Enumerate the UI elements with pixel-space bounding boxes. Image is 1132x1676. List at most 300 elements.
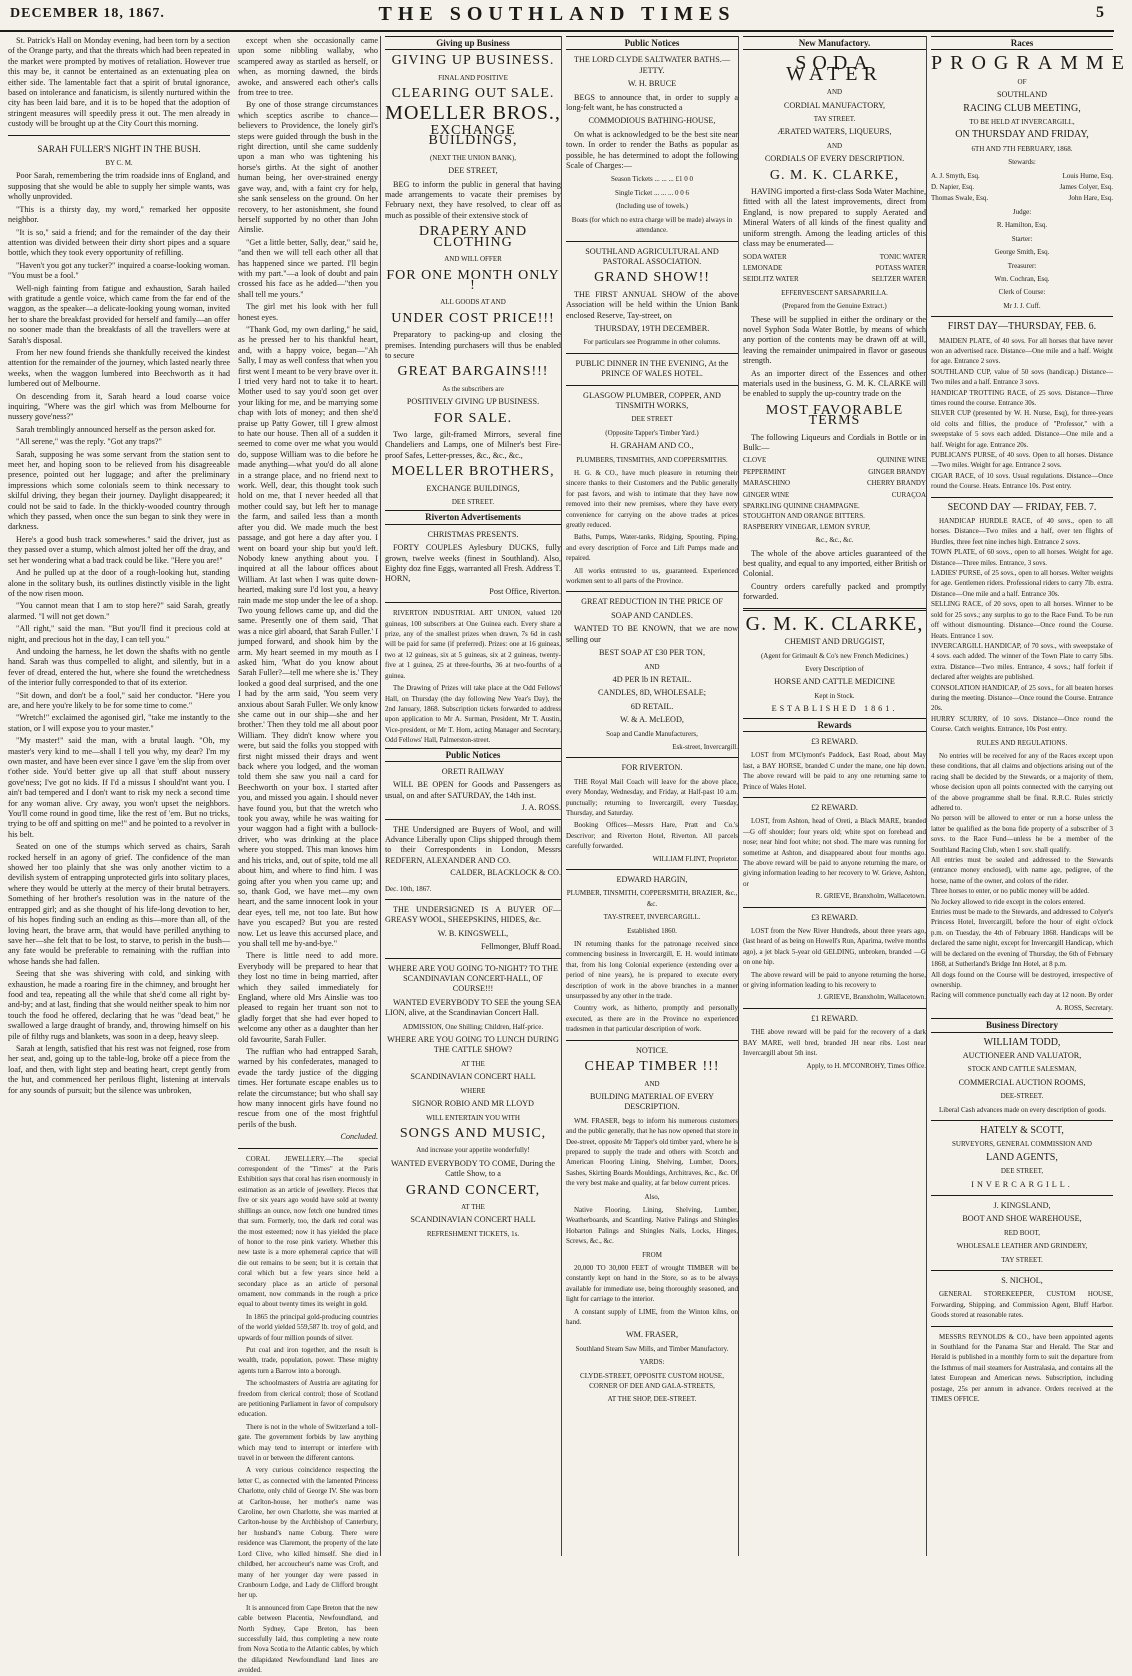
product-row [743,467,926,477]
ad-headline: BUILDING MATERIAL OF EVERY DESCRIPTION. [589,1091,715,1112]
news-item: In 1865 the principal gold-producing countries of the world yielded 559,587 lb. troy of gold, and upwards of four million pounds of silver. [238,1312,378,1342]
ad-headline: WANTED EVERYBODY TO COME, During the Cattle Show, to a [390,1158,556,1179]
ad-headline: FOR SALE. [433,410,513,426]
ad-firm-name: EDWARD HARGIN, [616,875,688,884]
reward-body: THE above reward will be paid for the recovery of a dark BAY MARE, well bred, branded JH near ribs. Lost near Invercargill about 5th inst. [743,1028,926,1058]
officials-label: Judge: [1012,207,1032,216]
ad-line: CHEMIST AND DRUGGIST, [784,637,885,647]
rules-body: No entries will be received for any of the Races except upon these conditions, that all claims and objections arising out of the racing shall be decided by the Stewards, or a majority of them, whose decision upon all points connected with the carrying out of the above programme shall be final. R.R.C. Rules strictly adhered to. No person will be allowed to enter or run a horse unless the latter be qualified as the bona fide property of a subscriber of 3 sovs. to the Race Fund—unless he be a member of the Southland Racing Club, when 1 sov. shall qualify. All entries must be sealed and addressed to the Stewards (entrance money enclosed), with name age, pedigree, of the horse, name of the owner, and colors of the rider. Three horses to enter, or no public money will be added. No Jockey allowed to ride except in the colors entered. Entries must be made to the Stewards, and addressed to Colyer's Princess Hotel, Invercargill, before the hour of eight o'clock p.m. on Tuesday, the 4th of February 1868. Handicaps will be declared the same night, except for Invercargill Handicap, which will be declared on the evening of Thursday, the 6th of February 1868, at Sutherland's Bridge Inn Hotel, at 8 p.m. All dogs found on the Course will be destroyed, irrespective of ownership. Racing will commence punctually each day at 12 noon. By order [931,751,1113,1000]
product-item: CHERRY BRANDY [866,479,926,488]
reward-title: £2 REWARD. [811,802,858,812]
directory-line: AUCTIONEER AND VALUATOR, [962,1050,1082,1060]
product-item: QUININE WINE [876,456,926,465]
programme-line: TO BE HELD AT INVERCARGILL, [969,118,1075,127]
news-item: It is announced from Cape Breton that the new cable between Placentia, Newfoundland, and North Sydney, Cape Breton, has been successfully laid, thus completing a new route from Nova Scotia to the Atlantic cables, by which the dilapidated Newfoundland land lines are avoided. [238,1603,378,1675]
ad-headline: FOR ONE MONTH ONLY ! [386,267,560,293]
ad-line: PLUMBERS, TINSMITHS, AND COPPERSMITHS. [576,455,728,464]
ad-headline: GREAT BARGAINS!!! [397,364,549,380]
ad-headline: MOST FAVORABLE TERMS [765,402,904,429]
concluded-label: Concluded. [340,1132,378,1142]
ad-line: (Opposite Tapper's Timber Yard.) [605,428,699,437]
directory-line: DEE STREET, [1000,1167,1044,1176]
ad-firm-name: MOELLER BROTHERS, [391,464,555,480]
ad-signature: WILLIAM FLINT, Proprietor. [652,854,738,863]
ad-body: FORTY COUPLES Aylesbury DUCKS, fully grown, twelve weeks (finest in Southland). Also, Eighty doz fine Eggs, warranted all Fresh. Address T. HORN, [385,543,561,584]
ad-headline: CORDIAL MANUFACTORY, [783,100,886,110]
issue-date: DECEMBER 18, 1867. [10,6,165,21]
ad-line: DEE STREET [631,415,673,424]
ad-body: The following Liqueurs and Cordials in Bottle or in Bulk:— [743,432,926,452]
steward-name: A. J. Smyth, Esq. [931,171,980,180]
ad-headline: FOR RIVERTON. [621,763,683,773]
ad-line: Also, [644,1192,660,1201]
product-item: PEPPERMINT [743,467,786,476]
section-header: Business Directory [931,1018,1113,1032]
ad-body: THE FIRST ANNUAL SHOW of the above Association will be held within the Union Bank enclosed Reserve, Tay-street, on [566,289,738,320]
story-paragraph: The ruffian who had entrapped Sarah, warned by his confederates, managed to evade the tardy justice of the digging times. Her fortunate escape enables us to relate the circumstance; but who shall say how many innocent girls have found no rescue from one of the most frightful perils of the bush. [238,1047,378,1129]
programme-line: SOUTHLAND [996,90,1048,100]
divider [385,958,561,959]
ad-line: CANDLES, 8D, WHOLESALE; [597,688,707,698]
ad-signature: CALDER, BLACKLOCK & CO. [450,868,561,878]
news-item: CORAL JEWELLERY.—The special correspondent of the "Times" at the Paris Exhibition says that coral has risen enormously in estimation as an article of jewellery. Pieces that five or six years ago would have sold at twenty shillings an ounce, now fetch one hundred times that sum. Formerly, too, the dark red coral was the most esteemed; now it has yielded the place of honor to the rose pink variety. Whether this new taste is a more ephemeral caprice that will die out remains to be seen; but it is certain that coral which but a few years since held a secondary place as an article of personal ornament, now commands in the rough a price equal to about twenty times its weight in gold. [238,1154,378,1309]
ad-headline: ÆRATED WATERS, LIQUEURS, [777,127,892,137]
ad-body: The Drawing of Prizes will take place at the Odd Fellows' Hall, on Thursday (the day following New Year's Day), the 2nd January, 1868. Subscription tickets forwarded to address upon application to Mr A. Surman, President, Mr T. Austin, Vice-president, or Mr T. Horn, acting Manager and Secretary, Odd Fellows' Hall, Palmerston-street. [385,684,561,745]
race-list: MAIDEN PLATE, of 40 sovs. For all horses that have never won an advertised race. Distance—One mile and a half. Weight for age. Entrance 2 sovs. SOUTHLAND CUP, value of 50 sovs (handicap.) Distance—Two miles and a half. Entrance 3 sovs. HANDICAP TROTTING RACE, of 25 sovs. Distance—Three times round the course. Entrance 30s. SILVER CUP (presented by W. H. Nurse, Esq), for three-years old colts and fillies, the produce of "Professor," with a sweepstake of 5 sovs each added. Distance—One mile and a half. Weight for age. Entrance 20s. PUBLICAN'S PURSE, of 40 sovs. Open to all horses. Distance—Two miles. Weight for age. Entrance 2 sovs. CIGAR RACE, of 10 sovs. Usual regulations. Distance—Once round the Course. Heats. Entrance 10s. Post entry. [931,336,1113,491]
ad-line: AND [826,141,843,150]
directory-line: TAY STREET. [1001,1255,1043,1264]
directory-name: HATELY & SCOTT, [980,1124,1064,1136]
story-paragraph: Here's a good bush track somewheres." said the driver, just as they passed over a stump, which almost jolted her off the dray, and set her wondering what a bad track could be like. "Here you are!" [8,534,230,565]
ad-body: HAVING imported a first-class Soda Water Machine, fitted with all the latest improvements, direct from England, is now prepared to supply Aerated and Mineral Waters of all kinds of the finest quality and uniform strength. Among the leading articles of this class may be enumerated— [743,187,926,249]
ad-line: For particulars see Programme in other columns. [583,338,721,347]
story-paragraph: By one of those strange circumstances which sceptics ascribe to chance—believers to Providence, the lonely girl's steps were guided through the bush in the right direction, until she came suddenly upon a man who was tightening his horse's girths. At the sight of another human being, her over-strained energy gave way, and, with a faint cry for help, she sank senseless on the ground. On her recovery, to her astonishment, she found herself supported by no other than John Ainslie. [238,100,378,235]
masthead [0,0,1114,32]
product-item: GINGER BRANDY [868,467,926,476]
story-paragraph: "My master!" said the man, with a brutal laugh. "Oh, my master's very kind to me—shall I tell you why, my dear? I'm my own master, and have been ever since I gave 'em the slip from over t'other side. You'd better give up all that stuff about nussery gove'ness; I've got no kids. If I'd a missus I should'nt want you. I ain't bad tempered and I don't want to risk my neck a second time for any woman alive. Cry away, you won't upset the neighbors. You'll come round in good time, like the rest of 'em. But no tricks, trying to be off and spitting on me!" and he pointed to a revolver in his belt. [8,736,230,839]
directory-line: WHOLESALE LEATHER AND GRINDERY, [956,1242,1088,1251]
article-paragraph: St. Patrick's Hall on Monday evening, had been torn by a section of the Orange party, and that the threats which had been repeated in the market were prompted by motives of retaliation. However true this may be, it cannot be entertained as an extenuating plea on either side. The lamentable fact that a spirit of brutal ignorance, based on intolerance and fanaticism, is silently nurtured within the city has been laid bare, and it is to be hoped that the adoption of stringent measures will speedily press it out. The men already in custody will be brought up at the City Court this morning. [8,36,230,129]
ad-body: These will be supplied in either the ordinary or the novel Syphon Soda Water Bottle, by means of which any portion of the contents may be drawn off at will, leaving the remainder unimpaired in flavor or gaseous strength. [743,314,926,366]
official-name: Mr J. J. Cuff. [1003,301,1041,310]
programme-dates: 6TH AND 7TH FEBRUARY, 1868. [971,144,1073,153]
ad-headline: SODA WATER [786,52,883,85]
product-item: CLOVE [743,456,767,465]
ad-body: WM. FRASER, begs to inform his numerous customers and the public generally, that he has now opened that store in Dee-street, opposite Mr Tapper's old timber yard, where he is prepared to supply the trade and others with Scotch and American Flooring Lining, Shelving, Lumber, Doors, Sashes, Skirting Boards Mouldings, Architraves, &c., &c. Of the very best make and quality, at far below current prices. [566,1116,738,1188]
ad-firm-name: G. M. K. CLARKE, [769,167,900,183]
divider [385,899,561,900]
official-name: George Smith, Esq. [994,248,1050,257]
news-item: Put coal and iron together, and the result is wealth, trade, population, power. These mighty agents turn a Barrow into a borough. [238,1345,378,1375]
ad-address: CLYDE-STREET, OPPOSITE CUSTOM HOUSE, CORNER OF DEE AND GALA-STREETS, [580,1371,724,1391]
story-paragraph: Sarah at length, satisfied that his rest was not feigned, rose from her seat, and, going up to the table-log, broke off a piece from the loaf, and then, with light step and beating heart, crept gently from the hut, and commenced her perilous flight, listening at intervals for any sounds of pursuit; but the silence was unbroken, [8,1043,230,1095]
ad-body: WANTED EVERYBODY TO SEE the young SEA LION, alive, at the Scandinavian Concert Hall. [385,997,561,1018]
ad-line: BEST SOAP AT £30 PER TON, [598,648,705,658]
divider [931,1120,1113,1121]
steward-name: John Hare, Esq. [1068,194,1113,203]
story-paragraph: And undoing the harness, he let down the shafts with no gentle hand. Sarah was thus compelled to alight, and silently, but in a fever of dread, entered the hut, where she found the wretchedness of the interior fully corresponded to that of its exterior. [8,646,230,688]
ad-signature: Post Office, Riverton. [489,586,561,596]
story-paragraph: "This is a thirsty day, my word," remarked her opposite neighbor. [8,204,230,225]
story-paragraph: "Wretch!" exclaimed the agonised girl, "take me instantly to the station, or I will expose you to your master." [8,713,230,733]
ad-line: AND [826,88,843,97]
reward-title: £1 REWARD. [811,1013,858,1023]
ad-address: AT THE SHOP, DEE-STREET. [607,1395,697,1404]
reward-signature: J. GRIEVE, Branxholm, Wallacetown. [817,993,926,1002]
directory-line: LAND AGENTS, [986,1151,1058,1163]
divider [743,1008,926,1009]
ad-line: FROM [642,1250,662,1259]
column-2 [234,36,378,1675]
ad-line: REFRESHMENT TICKETS, 1s. [426,1229,520,1238]
directory-body: Liberal Cash advances made on every description of goods. [939,1105,1106,1114]
product-item: SODA WATER [743,252,787,261]
ad-line: PLUMBER, TINSMITH, COPPERSMITH, BRAZIER, &c., &c. [566,889,738,908]
directory-line: DEE-STREET. [1000,1092,1044,1101]
ad-line: WHERE [460,1086,486,1095]
ad-headline: SOAP AND CANDLES. [611,610,693,620]
ad-body: THE Undersigned are Buyers of Wool, and will Advance Liberally upon Clips shipped through them to their Correspondents in London, Messrs REDFERN, ALEXANDER AND CO. [385,824,561,865]
story-paragraph: Sarah tremblingly announced herself as the person asked for. [16,424,216,434]
reward-body: LOST, from Ashton, head of Oreti, a Black MARE, branded —G off shoulder; four years old; white spot on forehead and nose; near hind foot white; not shod. The mare was running for sometime at Ashton, and disappeared about four months ago. The above reward will be paid to anyone returning the mare, or giving information leading to her recovery to W. Grieve, Ashton, or [743,817,926,888]
divider [566,385,738,386]
price-line: Season Tickets ... ... ... £1 0 0 [610,175,694,184]
programme-line: OF [1017,77,1027,86]
ad-date: Dec. 10th, 1867. [385,884,432,893]
divider [385,819,561,820]
ad-line: ALL GOODS AT AND [440,298,506,307]
officials-label: Stewards: [1008,158,1036,167]
story-paragraph: "Thank God, my own darling," he said, as he pressed her to his thankful heart, and, with a happy voice, began—"Ah Sally, I may as well confess that when you first went I meant to be very brave over it. I tried very hard not to take it to heart. Mother used to say you'd soon get over your liking for me, and be marrying some chap with lots of money; and then she'd praise up Patty Gower, till I grew almost to hate our house. Then all of a sudden it seemed to come over me what you would do, suppose William was to die before he made anything—what you'd do all alone in a strange place, and no friend next to work. Well, dear, this thought took such hold on me, that I never heeded all that mother could say, but left her to manage the farm, and sailed less than a month after you did. We made much the best passage, and got here a day after you. I went on board your ship but you'd left. Nobody knew anything about you. I inquired at all the labour offices about William. At last when I was quite down-hearted, making sure I'd lost you, a heavy rain made me stop under the lee of a shop. Two young fellows came up, and did the same. Presently one of them said, 'That was a nice girl aboard, that Sarah Fuller.' I jumped forward, and shook him by the arm. My heart seemed in my mouth as I asked him, 'What do you know about Sarah Fuller?—tell me where she is.' They looked a good deal surprised, and the one I had by the arm said, 'You seem very anxious about Sarah Fuller. We only know she came out in our ship—she and her brother.' Then they told me all about poor William. They didn't know where you were, but said the folks you stopped with first night missed their drays and went back where you lodged, and the woman told them she saw you nail a card for Beechworth on your box. I started after you, and missed you again. I should never have found you, but that the wretch who took you away, while he was waiting for your waggon had a fight with a bullock-driver, who was drinking at the place where you stopped. This man knows him and his tricks, and, out of spite, told me all about him, and where to find him. I was going after you when you came up; and so, thank God, we have met—my own heart, and the same innocent look in your dear eyes, tell me, not too late. But how have you escaped? But you are rested now. Let us leave this accursed place, and you shall tell me by-and-bye." [238,324,378,948]
section-header: Rewards [743,718,926,732]
story-paragraph: except when she occasionally came upon some nibbling wallaby, who scampered away as startled as herself, or when, as morning dawned, the birds awoke, and answered each other's calls from tree to tree. [238,36,378,98]
ad-headline: WHERE ARE YOU GOING TO LUNCH DURING THE CATTLE SHOW? [387,1035,559,1055]
ad-firm-name: H. GRAHAM AND CO., [610,441,694,451]
product-item: CURAÇOA [891,490,926,499]
ad-line: (NEXT THE UNION BANK), [429,153,517,162]
divider [566,869,738,870]
ad-line: DRAPERY AND CLOTHING [418,224,528,250]
ad-body: RIVERTON INDUSTRIAL ART UNION, valued 120 guineas, 100 subscribers at One Guinea each. Every share a prize, any of the smallest prizes when drawn, 7s 6d in cash will be paid for same (if preferred). Prizes: one at 16 guineas, two at 12 guineas, six at 5 guineas, six at 2 guineas, twenty-five at 1 guinea, 25 at three-fourths, 36 at two-fourths of a guinea. [385,609,561,680]
ad-body: THE Royal Mail Coach will leave for the above place, every Monday, Wednesday, and Friday, at Half-past 10 a.m. punctually; returning to Invercargill, every Tuesday, Thursday, and Saturday. [566,777,738,817]
ad-line: SCANDINAVIAN CONCERT HALL [410,1072,536,1082]
ad-line: ADMISSION, One Shilling; Children, Half-price. [402,1022,544,1031]
ad-headline: CLEARING OUT SALE. [391,86,555,102]
day-heading: SECOND DAY — FRIDAY, FEB. 7. [947,501,1097,513]
divider [566,241,738,242]
ad-line: AND WILL OFFER [444,255,502,264]
ad-line: SCANDINAVIAN CONCERT HALL [410,1215,536,1225]
directory-name: S. NICHOL, [1001,1276,1043,1286]
product-item: SEIDLITZ WATER [743,275,799,284]
column-4 [561,36,738,1556]
divider [238,1148,378,1149]
product-row [743,263,926,273]
story-paragraph: Seated on one of the stumps which served as chairs, Sarah rocked herself in an agony of grief. The confidence of the man showed her too plainly that she was only another victim to a devilish system of entrapping unprotected girls into solitary places, where they would be utterly at the mercy of their brutal betrayers. Something of her brother's resolution was in the nature of the entrapped girl; and as she thought of his life-long devotion to her, of his hopes finding such an ending as this—more than all, of the loving heart, the brave arm, that would have perilled anything to save her—she felt that to be lost, to starve, to perish in the bush—any fate would be preferable to remaining with the ruffian into whose hands she had fallen. [8,842,230,966]
product-row [743,455,926,465]
product-item: RASPBERRY VINEGAR, LEMON SYRUP, [743,522,870,531]
ad-headline: GREAT REDUCTION IN THE PRICE OF [581,597,723,607]
divider [566,353,738,354]
ad-body: On what is acknowledged to be the best site near town. In order to render the Baths as popular as possible, he has determined to adopt the following Scale of Charges:— [566,129,738,171]
story-paragraph: The girl met his look with her full honest eyes. [238,302,378,322]
ad-line: SIGNOR ROBIO AND MR LLOYD [412,1099,534,1109]
ad-body: BEGS to announce that, in order to supply a long-felt want, he has constructed a [566,92,738,113]
divider [931,1270,1113,1271]
section-header: New Manufactory. [743,36,926,50]
ad-headline: WHERE ARE YOU GOING TO-NIGHT? TO THE SCANDINAVIAN CONCERT-HALL, OF COURSE!!! [388,963,558,994]
race-list: HANDICAP HURDLE RACE, of 40 sovs., open to all horses. Distance—Two miles and a half, over ten flights of Hurdles, three feet nine inches high. Entrance 2 sovs. TOWN PLATE, of 60 sovs., open to all horses. Weight for age. Distance—Three miles. Entrance, 3 sovs. LADIES' PURSE, of 25 sovs., open to all horses. Welter weights for age. Gentlemen riders. Professional riders to carry 7lb. extra. Distance—One mile and a half. Entrance 30s. SELLING RACE, of 20 sovs, open to all horses. Winner to be sold for 25 sovs.; any surplus to go to the Race Fund. To be run off without dismounting. Distance—Once round the Course. Heats. Entrance 1 sov. INVERCARGILL HANDICAP, of 70 sovs., with sweepstake of 4 sovs. each added. The winner of the Town Plate to carry 5lbs. extra. Distance—Two miles. Entrance, 4 sovs.; half forfeit if declared after weights are published. CONSOLATION HANDICAP, of 25 sovs., for all beaten horses during the meeting. Distance—Once round the Course. Entrance 20s. HURRY SCURRY, of 10 sovs. Distance—Once round the Course. Catch weights. Entrance, 10s Post entry. [931,517,1113,734]
ad-line: AT THE [461,1202,485,1211]
section-header: Giving up Business [385,36,561,50]
ad-line: EXCHANGE BUILDINGS, [428,123,518,149]
product-item: STOUGHTON AND ORANGE BITTERS. [743,512,865,521]
ad-line: AND [644,1079,660,1088]
ad-line: Soap and Candle Manufacturers, [606,729,698,738]
story-paragraph: "All serene," was the reply. "Got any traps?" [16,437,162,447]
divider [566,757,738,758]
section-header: Public Notices [385,748,561,762]
ad-firm-name: W. & A. McLEOD, [620,715,684,725]
rules-heading: RULES AND REGULATIONS. [976,738,1068,747]
divider [743,797,926,798]
directory-line: BOOT AND SHOE WAREHOUSE, [962,1214,1082,1224]
ad-address: Esk-street, Invercargill. [672,742,738,751]
divider [931,1326,1113,1327]
steward-row [931,182,1113,192]
reward-signature: Apply, to H. M'CONROHY, Times Office. [806,1061,926,1070]
story-paragraph: "All right," said the man. "But you'll find it precious cold at night, and precious hot in the day, I can tell you." [8,624,230,644]
story-paragraph: There is little need to add more. Everybody will be prepared to hear that they lost no time in being married, after which they sailed immediately for England, where old Mrs Ainslie was too pleased to regain her truant son not to gladly forget that she had ever hoped to welcome any other as a daughter than her old favourite, Sarah Fuller. [238,951,378,1044]
ad-line: AT THE [461,1059,485,1068]
product-row [743,478,926,488]
product-item: TONIC WATER [879,252,926,261]
ad-headline: GIVING UP BUSINESS. [391,53,555,69]
ad-line: DEE STREET. [451,498,495,506]
reward-body: The above reward will be paid to anyone returning the horse, or giving information leading to his recovery to [743,970,926,990]
divider [8,135,230,136]
news-item: The schoolmasters of Austria are agitating for freedom from clerical control; those of Scotland are petitioning Parliament in favor of compulsory education. [238,1379,378,1419]
story-paragraph: From her new found friends she thankfully received the kindest attention for the remainder of the journey, which lasted nearly three weeks, when the waggon lumbered into Beechworth as it had lumbered out of Melbourne. [8,347,230,389]
product-row [743,490,926,500]
ad-body: 20,000 TO 30,000 FEET of wrought TIMBER will be constantly kept on hand in the Store, so as to be always available for immediate use, being thoroughly seasoned, and light for carriage to the interior. [566,1264,738,1304]
ad-body: As an importer direct of the Essences and other materials used in the business, G. M. K. CLARKE will be enabled to supply the up-country trade on the [743,368,926,399]
ad-line: &c., &c., &c. [815,536,854,545]
ad-headline: HORSE AND CATTLE MEDICINE [774,677,895,687]
official-name: R. Hamilton, Esq. [996,221,1048,230]
ad-headline: NOTICE. [635,1045,669,1055]
byline: BY C. M. [105,159,133,168]
ad-headline: CHRISTMAS PRESENTS. [427,529,519,539]
story-title: SARAH FULLER'S NIGHT IN THE BUSH. [37,143,201,154]
column-1 [8,36,230,1556]
ad-headline: UNDER COST PRICE!!! [391,310,555,326]
story-paragraph: "Haven't you got any tucker?" inquired a coarse-looking woman. "You must be a fool." [8,260,230,281]
story-paragraph: "Get a little better, Sally, dear," said he, "and then we will tell each other all that has happened since we parted. I'll begin with my part."—a look of doubt and pain crossed his face as he added—"then you shall tell me yours." [238,237,378,299]
secretary-signature: A. ROSS, Secretary. [1055,1003,1113,1012]
section-header: Races [931,36,1113,50]
ad-headline: GRAND CONCERT, [405,1182,541,1198]
story-paragraph: "It is so," said a friend; and for the remainder of the day their attention was divided between their dirty short pipes and a square bottle, which they took every opportunity of refilling. [8,227,230,258]
divider [743,907,926,908]
product-item: SELTZER WATER [871,275,926,284]
steward-name: James Colyer, Esq. [1059,183,1113,192]
story-paragraph: And he pulled up at the door of a rough-looking hut, standing alone in the solitary bush, its outlines distinctly visible in the light of the now risen moon. [8,568,230,598]
directory-body: GENERAL STOREKEEPER, CUSTOM HOUSE, Forwarding, Shipping, and Commission Agent, Bluff Harbor. Goods stored at reasonable rates. [931,1290,1113,1320]
ad-body: The whole of the above articles guaranteed of the best quality, and equal to any imported, either British or Colonial. [743,548,926,579]
ad-headline: CHEAP TIMBER !!! [584,1059,720,1075]
ad-firm-name: G. M. K. CLARKE, [745,612,924,635]
ad-name: W. H. BRUCE [627,79,677,89]
directory-line: STOCK AND CATTLE SALESMAN, [967,1065,1077,1074]
price-line: Single Ticket ... ... ... 0 0 6 [615,188,689,197]
ad-body: THE UNDERSIGNED IS A BUYER OF— GREASY WOOL, SHEEPSKINS, HIDES, &c. [385,905,561,925]
section-header: Public Notices [566,36,738,50]
official-name: Wm. Cochran, Esq. [994,274,1050,283]
divider [931,316,1113,317]
product-row [743,274,926,284]
section-header: Riverton Advertisements [385,510,561,524]
ad-firm-name: MOELLER BROS., [385,101,561,124]
ad-headline: SONGS AND MUSIC, [399,1125,547,1141]
ad-body: Native Flooring, Lining, Shelving, Lumber, Weatherboards, and Scantling. Native Palings and Shingles Hobarton Palings and Shingles Nails, Locks, Hinges, Screws, &c., &c. [566,1205,738,1246]
ad-line: (Agent for Grimault & Co's new French Medicines.) [760,651,909,660]
ad-body: Country work, as hitherto, promptly and personally executed, as there are in the Province no experienced tradesmen in that particular description of work. [566,1004,738,1034]
ad-line: DEE STREET, [448,166,498,176]
ad-line: EXCHANGE BUILDINGS, [426,483,520,493]
ad-headline: SOUTHLAND AGRICULTURAL AND PASTORAL ASSOCIATION. [585,246,719,266]
ad-headline: PUBLIC DINNER IN THE EVENING, At the PRINCE OF WALES HOTEL. [575,358,729,379]
ad-line: TAY STREET. [813,115,856,124]
divider [931,1195,1113,1196]
story-paragraph: Sarah, supposing he was some servant from the station sent to meet her, and hoping soon to be relieved from his disagreeable presence, pointed out her luggage; and after the preliminary impressions which some colonials seem to think necessary to skilful driving, they began their journey. Daylight disappeared; it could not be said to fade. In the thickly-wooded country through which they passed, when once the sun began to sink they were in darkness. [8,449,230,532]
steward-name: Thomas Swale, Esq. [931,194,989,203]
story-paragraph: "Sit down, and don't be a fool," said her conductor. "Here you are, and here you're likely to be for some time to come." [8,690,230,710]
column-6 [926,36,1132,1556]
ad-body: IN returning thanks for the patronage received since commencing business in Invercargill, E. H. would intimate that, from his long Colonial experience (extending over a period of nine years), he is prepared to execute every description of work in the above branches in a manner unsurpassed by any other in the trade. [566,940,738,1001]
story-paragraph: On descending from it, Sarah heard a loud coarse voice inquiring, "Where was the girl which was from Melbourne for nussery gove'ness?" [8,391,230,422]
divider [385,602,561,603]
product-item: GINGER WINE [743,490,790,499]
reward-title: £3 REWARD. [811,912,858,922]
ad-line: FINAL AND POSITIVE [438,73,508,82]
ad-body: All works entrusted to us, guaranteed. Experienced workmen sent to all parts of the Province. [566,566,738,586]
divider [566,591,738,592]
day-heading: FIRST DAY—THURSDAY, FEB. 6. [947,321,1097,333]
ad-line: AND [644,662,660,671]
product-item: POTASS WATER [875,263,926,272]
column-5 [738,36,926,1556]
programme-title: PROGRAMME [931,52,1132,75]
ad-line: 4D PER lb IN RETAIL. [612,674,692,684]
ad-line: (Prepared from the Genuine Extract.) [782,302,887,311]
ad-line: Every Description of [805,664,864,673]
product-item: MARASCHINO [743,479,791,488]
officials-label: Clerk of Course: [998,288,1046,297]
news-item: A very curious coincidence respecting the letter C, as connected with the lamented Princess Charlotte, only child of George IV. She was born at Carlton-house, her mother's name was Caroline, her own Charlotte, she was married at Carlton-house by the Archbishop of Canterbury, her husband's name Coburg. There were residence was Claremont, the property of the late Lord Clive, who killed himself. She died in childbed, her accoucheur's name was Croft, and many of her younger day were passed in Cranbourn Lodge, and Lady de Clifford brought her up. [238,1466,378,1600]
ad-body: WANTED TO BE KNOWN, that we are now selling our [566,624,738,644]
ad-signature: WM. FRASER, [625,1330,679,1340]
ad-headline: COMMODIOUS BATHING-HOUSE, [588,116,716,126]
divider [931,497,1113,498]
ad-body: A constant supply of LIME, from the Winton kilns, on hand. [566,1307,738,1327]
ad-line: As the subscribers are [442,384,504,393]
programme-line: RACING CLUB MEETING, [963,102,1081,114]
story-paragraph: Poor Sarah, remembering the trim roadside inns of England, and supposing that she would be able to supply her simple wants, was wholly unprovided. [8,171,230,202]
officials-label: Starter: [1011,234,1033,243]
reward-signature: R. GRIEVE, Branxholm, Wallacetown. [815,892,926,901]
ad-address: TAY-STREET, INVERCARGILL. [603,913,701,922]
ad-headline: GRAND SHOW!! [594,270,710,286]
programme-line: ON THURSDAY AND FRIDAY, [955,129,1089,141]
ad-body: Two large, gilt-framed Mirrors, several fine Chandeliers and Lamps, one of Milner's best Fire-proof Safes, Letter-presses, &c., &c., &c., [385,429,561,460]
product-item: LEMONADE [743,263,783,272]
ad-line: POSITIVELY GIVING UP BUSINESS. [406,397,540,407]
ad-body: Baths, Pumps, Water-tanks, Ridging, Spouting, Piping, and every description of Force and Lift Pumps made and repaired. [566,533,738,563]
steward-name: Louis Hume, Esq. [1062,171,1113,180]
ad-body: Country orders carefully packed and promptly forwarded. [743,581,926,602]
story-paragraph: Well-nigh fainting from fatigue and exhaustion, Sarah hailed with gratitude a gentle voice, which came from the far end of the waggon, as the speaker—a delicate-looking young woman, invited her to share the breakfast provided for herself and family—an offer no sooner made than the breakfasts of all the travellers were at Sarah's disposal. [8,283,230,345]
ad-address: Fellmonger, Bluff Road. [480,942,561,952]
reward-body: LOST from the New River Hundreds, about three years ago, (last heard of as being on Howell's Run, Aparima, twelve months ago), a jet black 5-year old GELDING, unbroken, branded —G on one hip. [743,927,926,967]
ad-line: Established 1860. [627,926,677,935]
newspaper-title: THE SOUTHLAND TIMES [378,3,736,25]
directory-line: INVERCARGILL. [971,1179,1073,1189]
ad-body: BEG to inform the public in general that having made arrangements to vacate their premises by February next, they have resolved, to clear off as much as possible of their extensive stock of [385,179,561,220]
ad-body: Preparatory to packing-up and closing the premises. Intending purchasers will thus be enabled to secure [385,330,561,360]
product-item: SPARKLING QUININE CHAMPAGNE. [743,502,860,511]
ad-line: (Including use of towels.) [616,202,688,211]
reward-title: £3 REWARD. [811,736,858,746]
ad-headline: ORETI RAILWAY [441,766,505,776]
reward-body: LOST from M'Clymont's Paddock, East Road, about May last, a BAY HORSE, branded C under the mane, one hip down. The above reward will be paid to any one returning same to Prince of Wales Hotel. [743,751,926,791]
steward-row [931,171,1113,181]
divider [566,1040,738,1041]
divider [743,608,926,611]
directory-name: WILLIAM TODD, [983,1036,1061,1048]
ad-line: And increase your appetite wonderfully! [416,1146,530,1155]
story-paragraph: Seeing that she was shivering with cold, and sinking with exhaustion, he made a roaring fire in the chimney, and brought her food and tea, repeating all the while that she'd come all right by-and-by; and at last, finding that she would neither speak to him nor touch the food he offered, declaring that he was "dead beat," he swallowed a large draught of brandy, and, throwing himself on his pile of filthy rugs and blankets, was soon in a deep, heavy sleep. [8,969,230,1041]
ad-body: H. G. & CO., have much pleasure in returning their sincere thanks to their Customers and the Public generally for past favors, and wish to intimate that they have now removed into their new premises, where they have every convenience for carrying on the above trades at prices greatly reduced. [566,469,738,530]
story-paragraph: "You cannot mean that I am to stop here?" said Sarah, greatly alarmed. "I will not get down." [8,601,230,621]
ad-line: WILL ENTERTAIN YOU WITH [426,1113,520,1122]
officials-label: Treasurer: [1007,261,1037,270]
ad-line: YARDS: [639,1358,665,1367]
ad-body: Booking Offices—Messrs Hare, Pratt and Co.'s Descrivor; and Riverton Hotel, Riverton. All parcels carefully forwarded. [566,821,738,851]
directory-line: SURVEYORS, GENERAL COMMISSION AND [952,1140,1092,1149]
ad-headline: CORDIALS OF EVERY DESCRIPTION. [764,154,905,164]
directory-name: J. KINGSLAND, [993,1201,1051,1210]
directory-line: RED BOOT, [1003,1228,1041,1237]
ad-body: WILL BE OPEN for Goods and Passengers as usual, on and after SATURDAY, the 14th inst. [385,780,561,800]
directory-line: COMMERCIAL AUCTION ROOMS, [958,1077,1086,1087]
news-item: There is not in the whole of Switzerland a toll-gate. The government forbids by law anything which may tend to interrupt or interfere with travel in or between the different cantons. [238,1422,378,1463]
steward-name: D. Napier, Esq. [931,183,975,192]
column-3 [380,36,561,1556]
product-row [743,252,926,262]
ad-line: Kept in Stock. [814,691,855,700]
ad-headline: THE LORD CLYDE SALTWATER BATHS.—JETTY. [573,55,731,75]
ad-line: EFFERVESCENT SARSAPARILLA. [781,288,888,297]
directory-body: MESSRS REYNOLDS & CO., have been appointed agents in Southland for the Panama Star and Herald. The Star and Herald is published in a monthly form to suit the departure from the Isthmus of mail steamers for Australasia, and contains all the latest European and American news. Subscription, including postage, 25s per annum in advance. Orders received at the TIMES OFFICE. [931,1332,1113,1404]
steward-row [931,193,1113,203]
ad-date: THURSDAY, 19TH DECEMBER. [594,323,710,333]
ad-signature: W. B. KINGSWELL, [437,928,509,938]
ad-line: ESTABLISHED 1861. [771,704,898,714]
ad-line: Boats (for which no extra charge will be made) always in attendance. [571,215,733,235]
page-number: 5 [1096,4,1104,21]
ad-signature: J. A. ROSS. [521,803,561,813]
